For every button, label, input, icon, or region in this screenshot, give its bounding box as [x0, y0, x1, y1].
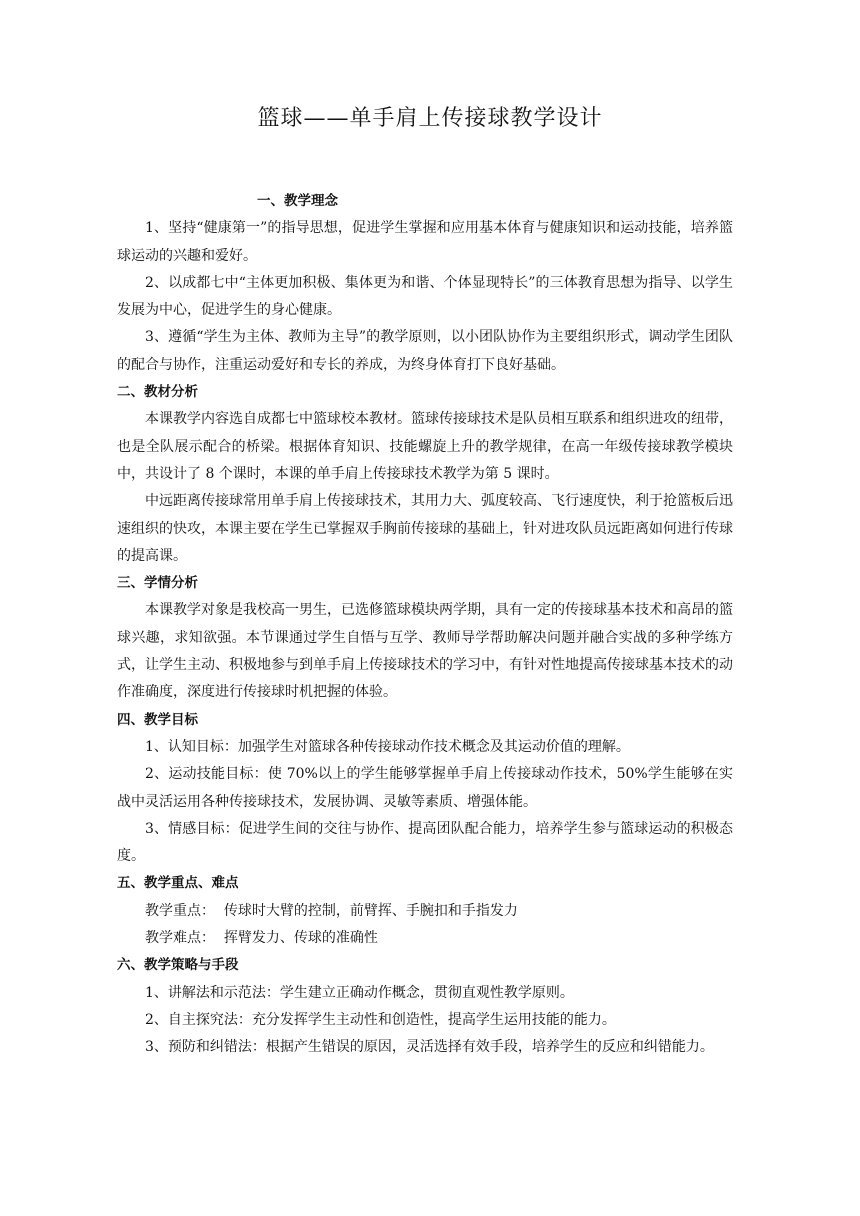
paragraph: 3、遵循“学生为主体、教师为主导”的教学原则，以小团队协作为主要组织形式，调动学生团队的配合与协作，注重运动爱好和专长的养成，为终身体育打下良好基础。	[117, 329, 733, 373]
paragraph: 1、讲解法和示范法：学生建立正确动作概念，贯彻直观性教学原则。	[145, 984, 574, 1001]
section-heading-objectives: 四、教学目标	[117, 711, 198, 728]
paragraph: 1、认知目标：加强学生对篮球各种传接球动作技术概念及其运动价值的理解。	[145, 738, 630, 755]
key-point-line: 教学重点： 传球时大臂的控制，前臂挥、手腕扣和手指发力	[145, 902, 518, 919]
paragraph: 3、预防和纠错法：根据产生错误的原因，灵活选择有效手段，培养学生的反应和纠错能力。	[145, 1039, 714, 1056]
paragraph: 2、运动技能目标：使 70%以上的学生能够掌握单手肩上传接球动作技术，50%学生能够在实战中灵活运用各种传接球技术，发展协调、灵敏等素质、增强体能。	[117, 766, 733, 810]
section-heading-material: 二、教材分析	[117, 384, 198, 401]
paragraph: 3、情感目标：促进学生间的交往与协作、提高团队配合能力，培养学生参与篮球运动的积极态度。	[117, 820, 733, 865]
section-heading-learners: 三、学情分析	[117, 575, 198, 592]
paragraph: 1、坚持“健康第一”的指导思想，促进学生掌握和应用基本体育与健康知识和运动技能，培养篮球运动的兴趣和爱好。	[117, 220, 733, 264]
paragraph: 中远距离传接球常用单手肩上传接球技术，其用力大、弧度较高、飞行速度快，利于抢篮板后迅速组织的快攻，本课主要在学生已掌握双手胸前传接球的基础上，针对进攻队员远距离如何进行传球的提高课。	[117, 493, 733, 564]
paragraph: 2、以成都七中“主体更加积极、集体更为和谐、个体显现特长”的三体教育思想为指导、以学生发展为中心，促进学生的身心健康。	[117, 274, 733, 319]
section-heading-strategies: 六、教学策略与手段	[117, 957, 239, 974]
document-body	[117, 188, 733, 1062]
paragraph: 本课教学对象是我校高一男生，已选修篮球模块两学期，具有一定的传接球基本技术和高昂的篮球兴趣，求知欲强。本节课通过学生自悟与互学、教师导学帮助解决问题并融合实战的多种学练方式，让学生主动、积极地参与到单手肩上传接球技术的学习中，有针对性地提高传接球基本技术的动作准确度，深度进行传接球时机把握的体验。	[117, 602, 733, 701]
paragraph: 2、自主探究法：充分发挥学生主动性和创造性，提高学生运用技能的能力。	[145, 1011, 616, 1028]
document-title: 篮球——单手肩上传接球教学设计	[257, 106, 603, 131]
difficulty-line: 教学难点： 挥臂发力、传球的准确性	[145, 930, 378, 947]
section-heading-key-points: 五、教学重点、难点	[117, 875, 239, 892]
paragraph: 本课教学内容选自成都七中篮球校本教材。篮球传接球技术是队员相互联系和组织进攻的纽带，也是全队展示配合的桥梁。根据体育知识、技能螺旋上升的教学规律，在高一年级传接球教学模块中，共设计了 8 个课时，本课的单手肩上传接球技术教学为第 5 课时。	[117, 411, 733, 482]
section-heading-philosophy: 一、教学理念	[257, 193, 338, 209]
